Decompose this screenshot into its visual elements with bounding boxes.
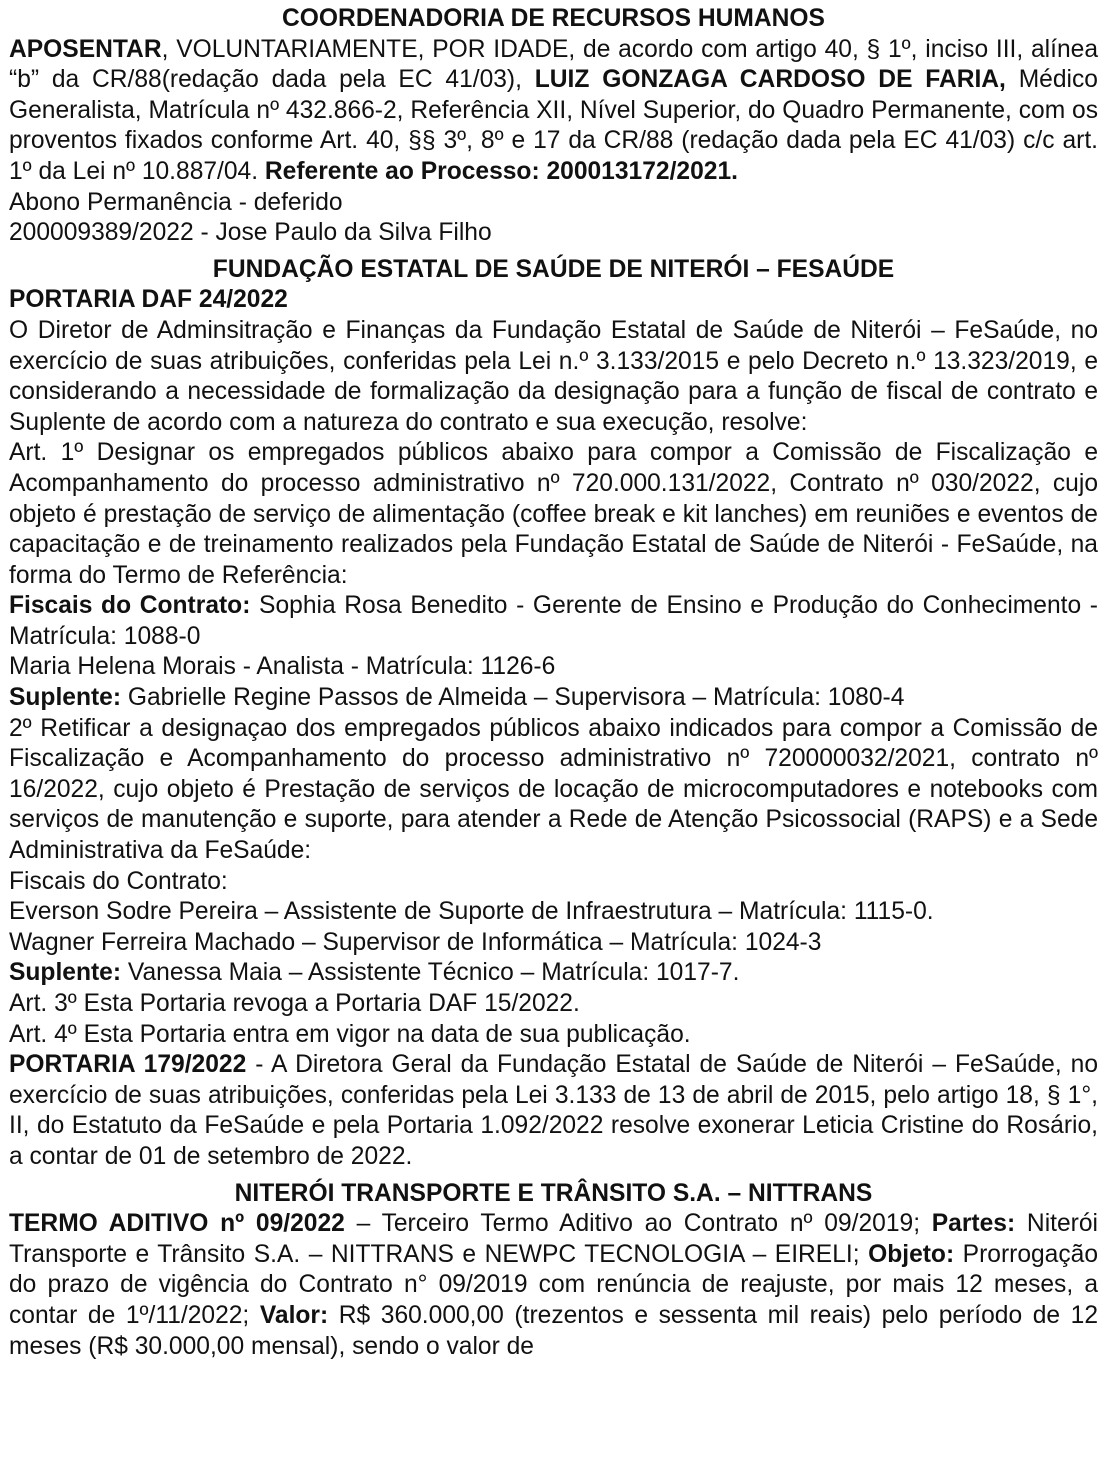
fiscais-plain: Fiscais do Contrato: [9,867,228,895]
article-1: Art. 1º Designar os empregados públicos abaixo para compor a Comissão de Fiscalização e Acompanhamento do processo administrativo nº 720.000.131/2022, Contrato nº 030/2022, cujo objeto é prestação de serviço de alimentação (coffee break e kit lanches) em reuniões e eventos de capacitação e de treinamento realizados pela Fundação Estatal de Saúde de Niterói - FeSaúde, na forma do Termo de Referência: [9,439,1098,589]
suplente-label: Suplente: [9,684,122,712]
section-heading-rh: COORDENADORIA DE RECURSOS HUMANOS [282,5,825,32]
section-heading-fesaude: FUNDAÇÃO ESTATAL DE SAÚDE DE NITERÓI – FESAÚDE [212,255,895,283]
article-2: 2º Retificar a designaçao dos empregados públicos abaixo indicados para compor a Comissão de Fiscalização e Acompanhamento do processo administrativo nº 720000032/2021, contrato nº 16/2022, cujo objeto é Prestação de serviços de locação de microcomputadores e notebooks com serviços de manutenção e suporte, para atender a Rede de Atenção Psicossocial (RAPS) e a Sede Administrativa da FeSaúde: [9,714,1098,865]
paragraph-text: R$ 360.000,00 (trezentos e sessenta mil reais) pelo período de 12 meses (R$ 30.000,00 mensal), sendo o valor de [9,1301,1099,1360]
termo-label: TERMO ADITIVO nº 09/2022 [9,1210,345,1238]
suplente-line [9,958,1098,989]
portaria-179-label: PORTARIA 179/2022 [9,1051,247,1079]
fiscais-paragraph [9,591,1098,652]
person-name: LUIZ GONZAGA CARDOSO DE FARIA, [534,66,1006,94]
partes-label: Partes: [931,1210,1016,1238]
paragraph-text: Niterói Transporte e Trânsito S.A. – NITTRANS e NEWPC TECNOLOGIA – EIRELI; [9,1210,1098,1268]
suplente-label: Suplente: [9,959,122,987]
paragraph-text: – Terceiro Termo Aditivo ao Contrato nº 09/2019; [344,1210,932,1238]
portaria-179-paragraph [9,1050,1098,1172]
fiscais-label: Fiscais do Contrato: [9,592,251,620]
fiscal-line: Wagner Ferreira Machado – Supervisor de Informática – Matrícula: 1024-3 [9,928,822,956]
paragraph-text: Gabrielle Regine Passos de Almeida – Supervisora – Matrícula: 1080-4 [121,684,905,712]
article-3: Art. 3º Esta Portaria revoga a Portaria DAF 15/2022. [9,990,580,1017]
article-4: Art. 4º Esta Portaria entra em vigor na data de sua publicação. [9,1020,691,1048]
abono-line: Abono Permanência - deferido [9,188,343,216]
valor-label: Valor: [259,1301,329,1329]
paragraph-text: Sophia Rosa Benedito - Gerente de Ensino e Produção do Conhecimento - Matrícula: 1088-0 [9,592,1098,650]
paragraph-text: Médico Generalista, Matrícula nº 432.866-2, Referência XII, Nível Superior, do Quadro Permanente, com os proventos fixados conforme Art. 40, §§ 3º, 8º e 17 da CR/88 (redação dada pela EC 41/03) c/c art. 1º da Lei nº 10.887/04. [9,66,1098,185]
suplente-line [9,683,1098,714]
aposentadoria-paragraph [9,35,1098,188]
fiscal-line: Everson Sodre Pereira – Assistente de Suporte de Infraestrutura – Matrícula: 1115-0. [9,898,934,926]
fiscal-line: Maria Helena Morais - Analista - Matrícula: 1126-6 [9,653,556,681]
bold-text: APOSENTAR [9,35,162,63]
abono-item: 200009389/2022 - Jose Paulo da Silva Filho [9,219,492,247]
portaria-title: PORTARIA DAF 24/2022 [9,286,288,314]
portaria-intro: O Diretor de Adminsitração e Finanças da Fundação Estatal de Saúde de Niterói – FeSaúde, no exercício de suas atribuições, conferidas pela Lei n.º 3.133/2015 e pelo Decreto n.º 13.323/2019, e considerando a necessidade de formalização da designação para a função de fiscal de contrato e Suplente de acordo com a natureza do contrato e sua execução, resolve: [9,316,1098,436]
termo-aditivo-paragraph [9,1209,1098,1362]
objeto-label: Objeto: [868,1240,955,1268]
paragraph-text: - A Diretora Geral da Fundação Estatal de Saúde de Niterói – FeSaúde, no exercício de suas atribuições, conferidas pela Lei 3.133 de 13 de abril de 2015, pelo artigo 18, § 1°, II, do Estatuto da FeSaúde e pela Portaria 1.092/2022 resolve exonerar Leticia Cristine do Rosário, a contar de 01 de setembro de 2022. [9,1051,1098,1170]
paragraph-text: Prorrogação do prazo de vigência do Contrato n° 09/2019 com renúncia de reajuste, por mais 12 meses, a contar de 1º/11/2022; [9,1240,1099,1329]
paragraph-text: , VOLUNTARIAMENTE, POR IDADE, de acordo com artigo 40, § 1º, inciso III, alínea “b” da CR/88(redação dada pela EC 41/03), [9,35,1098,94]
section-heading-nittrans: NITERÓI TRANSPORTE E TRÂNSITO S.A. – NITTRANS [234,1179,873,1207]
process-reference: Referente ao Processo: 200013172/2021. [264,157,738,185]
paragraph-text: Vanessa Maia – Assistente Técnico – Matrícula: 1017-7. [121,959,740,987]
